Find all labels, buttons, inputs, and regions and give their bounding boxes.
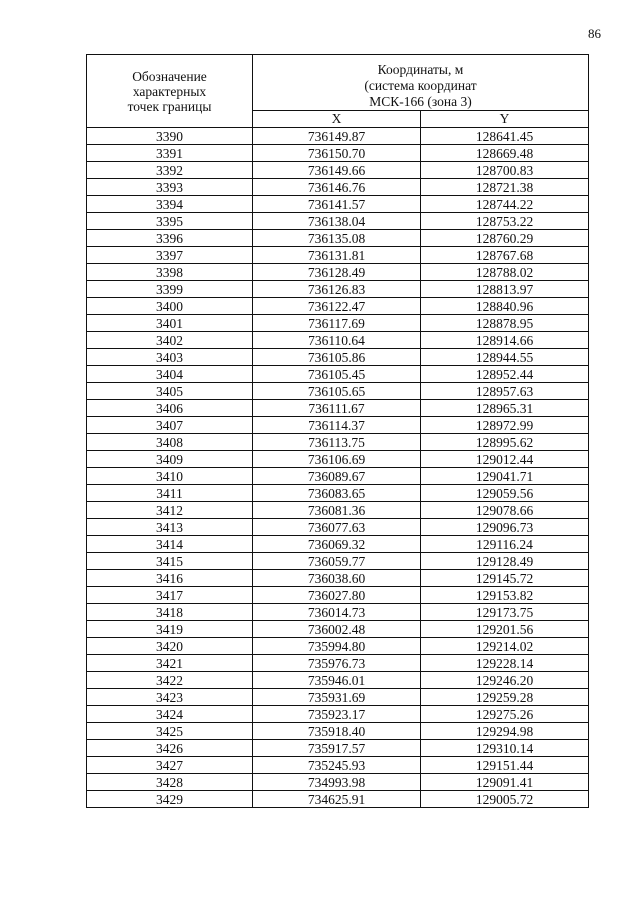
point-cell: 3428 [87,774,253,791]
table-row [87,689,589,706]
x-cell: 735918.40 [253,723,421,740]
point-cell: 3405 [87,383,253,400]
x-cell: 736114.37 [253,417,421,434]
point-header [87,55,253,128]
x-cell: 736135.08 [253,230,421,247]
x-cell: 736059.77 [253,553,421,570]
y-cell: 129041.71 [421,468,589,485]
point-cell: 3406 [87,400,253,417]
table-row [87,485,589,502]
coordinates-header-line-3: МСК-166 (зона 3) [369,93,472,109]
y-cell: 129091.41 [421,774,589,791]
y-cell: 128721.38 [421,179,589,196]
point-cell: 3403 [87,349,253,366]
point-cell: 3396 [87,230,253,247]
y-cell: 128767.68 [421,247,589,264]
y-cell: 129116.24 [421,536,589,553]
header-row [87,55,589,111]
x-cell: 735917.57 [253,740,421,757]
table-row [87,128,589,145]
point-cell: 3414 [87,536,253,553]
table-row [87,536,589,553]
table-row [87,638,589,655]
y-cell: 129005.72 [421,791,589,808]
y-cell: 128972.99 [421,417,589,434]
table-row [87,757,589,774]
y-cell: 128944.55 [421,349,589,366]
point-header-line-3: точек границы [127,98,212,114]
table-row [87,570,589,587]
table-row [87,366,589,383]
point-cell: 3411 [87,485,253,502]
x-cell: 735245.93 [253,757,421,774]
y-cell: 128813.97 [421,281,589,298]
x-cell: 736122.47 [253,298,421,315]
x-cell: 736149.87 [253,128,421,145]
table-row [87,791,589,808]
x-cell: 736038.60 [253,570,421,587]
table-row [87,519,589,536]
coordinates-header-line-2: (система координат [364,77,477,93]
y-cell: 129310.14 [421,740,589,757]
point-cell: 3419 [87,621,253,638]
point-cell: 3421 [87,655,253,672]
table-row [87,740,589,757]
point-cell: 3422 [87,672,253,689]
x-cell: 736113.75 [253,434,421,451]
x-cell: 736110.64 [253,332,421,349]
table-row [87,247,589,264]
table-row [87,162,589,179]
x-cell: 736077.63 [253,519,421,536]
y-cell: 129246.20 [421,672,589,689]
table-row [87,468,589,485]
y-cell: 129275.26 [421,706,589,723]
coordinates-header-line-1: Координаты, м [377,61,464,77]
y-header: Y [421,110,589,127]
point-cell: 3424 [87,706,253,723]
table-row [87,145,589,162]
x-cell: 736105.45 [253,366,421,383]
point-cell: 3416 [87,570,253,587]
y-cell: 128760.29 [421,230,589,247]
point-cell: 3412 [87,502,253,519]
y-cell: 128840.96 [421,298,589,315]
y-cell: 129151.44 [421,757,589,774]
point-cell: 3400 [87,298,253,315]
table-row [87,281,589,298]
x-cell: 736105.65 [253,383,421,400]
y-cell: 128952.44 [421,366,589,383]
x-cell: 736083.65 [253,485,421,502]
x-cell: 736131.81 [253,247,421,264]
y-cell: 128878.95 [421,315,589,332]
point-cell: 3420 [87,638,253,655]
y-cell: 129012.44 [421,451,589,468]
y-cell: 129078.66 [421,502,589,519]
point-cell: 3390 [87,128,253,145]
y-cell: 128995.62 [421,434,589,451]
y-cell: 128669.48 [421,145,589,162]
point-cell: 3427 [87,757,253,774]
point-cell: 3399 [87,281,253,298]
table-row [87,706,589,723]
table-row [87,587,589,604]
y-cell: 128753.22 [421,213,589,230]
point-header-line-1: Обозначение [132,68,207,84]
x-cell: 734993.98 [253,774,421,791]
page-number: 86 [588,26,601,41]
x-cell: 734625.91 [253,791,421,808]
x-cell: 735923.17 [253,706,421,723]
point-cell: 3409 [87,451,253,468]
point-cell: 3425 [87,723,253,740]
table-row [87,315,589,332]
x-cell: 736089.67 [253,468,421,485]
point-cell: 3401 [87,315,253,332]
x-cell: 736149.66 [253,162,421,179]
table-row [87,332,589,349]
y-cell: 128641.45 [421,128,589,145]
x-header: X [253,110,421,127]
y-cell: 129059.56 [421,485,589,502]
table-row [87,621,589,638]
y-cell: 128788.02 [421,264,589,281]
table-row [87,655,589,672]
coordinates-table [86,54,589,808]
x-cell: 735994.80 [253,638,421,655]
point-cell: 3395 [87,213,253,230]
x-cell: 736002.48 [253,621,421,638]
x-cell: 736146.76 [253,179,421,196]
y-cell: 128965.31 [421,400,589,417]
point-cell: 3391 [87,145,253,162]
point-cell: 3402 [87,332,253,349]
point-header-line-2: характерных [132,83,207,99]
point-cell: 3398 [87,264,253,281]
table-row [87,417,589,434]
y-cell: 129153.82 [421,587,589,604]
table-row [87,400,589,417]
x-cell: 736128.49 [253,264,421,281]
y-cell: 129259.28 [421,689,589,706]
table-row [87,553,589,570]
x-cell: 736126.83 [253,281,421,298]
x-cell: 736081.36 [253,502,421,519]
x-cell: 736105.86 [253,349,421,366]
point-cell: 3413 [87,519,253,536]
table-row [87,230,589,247]
x-cell: 736106.69 [253,451,421,468]
x-cell: 736014.73 [253,604,421,621]
y-cell: 129145.72 [421,570,589,587]
table-row [87,434,589,451]
x-cell: 736069.32 [253,536,421,553]
point-cell: 3415 [87,553,253,570]
x-cell: 735931.69 [253,689,421,706]
y-cell: 128700.83 [421,162,589,179]
point-cell: 3426 [87,740,253,757]
table-row [87,213,589,230]
point-cell: 3418 [87,604,253,621]
table-row [87,298,589,315]
table-row [87,179,589,196]
point-cell: 3408 [87,434,253,451]
table-row [87,502,589,519]
y-cell: 129096.73 [421,519,589,536]
table-row [87,264,589,281]
y-cell: 128744.22 [421,196,589,213]
point-cell: 3429 [87,791,253,808]
point-cell: 3397 [87,247,253,264]
x-cell: 736027.80 [253,587,421,604]
point-cell: 3392 [87,162,253,179]
y-cell: 129214.02 [421,638,589,655]
point-cell: 3407 [87,417,253,434]
table-row [87,723,589,740]
y-cell: 129294.98 [421,723,589,740]
x-cell: 736138.04 [253,213,421,230]
y-cell: 129201.56 [421,621,589,638]
y-cell: 128957.63 [421,383,589,400]
table-row [87,774,589,791]
table-row [87,383,589,400]
table-row [87,451,589,468]
y-cell: 129173.75 [421,604,589,621]
y-cell: 128914.66 [421,332,589,349]
x-cell: 736117.69 [253,315,421,332]
y-cell: 129128.49 [421,553,589,570]
point-cell: 3404 [87,366,253,383]
point-cell: 3417 [87,587,253,604]
table-row [87,672,589,689]
y-cell: 129228.14 [421,655,589,672]
x-cell: 736141.57 [253,196,421,213]
point-cell: 3394 [87,196,253,213]
table-row [87,196,589,213]
x-cell: 735976.73 [253,655,421,672]
x-cell: 736111.67 [253,400,421,417]
point-cell: 3423 [87,689,253,706]
table-body [87,128,589,808]
table-row [87,604,589,621]
coordinates-header [253,55,589,111]
point-cell: 3410 [87,468,253,485]
x-cell: 736150.70 [253,145,421,162]
point-cell: 3393 [87,179,253,196]
table-row [87,349,589,366]
x-cell: 735946.01 [253,672,421,689]
